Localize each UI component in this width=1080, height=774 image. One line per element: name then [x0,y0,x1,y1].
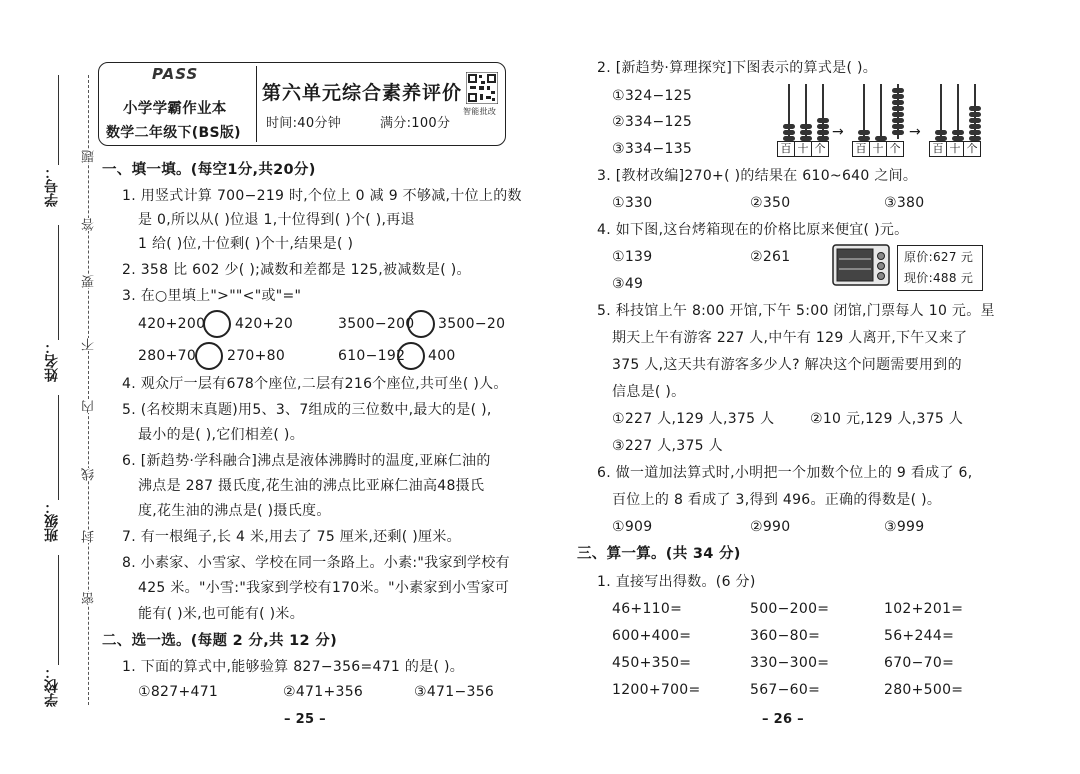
student-id-line [58,75,59,165]
calc-item: 56+244= [884,628,955,644]
r-q5-line-2: 期天上午有游客 227 人,中午有 129 人离开,下午又来了 [612,330,968,346]
option: ②471+356 [283,684,364,700]
calc-item: 1200+700= [612,682,701,698]
oven-icon [832,244,890,288]
calc-item: 500−200= [750,601,830,617]
q1-line-2: 是 0,所以从( )位退 1,十位得到( )个( ),再退 [138,212,415,228]
option: ①909 [612,519,653,535]
option: ②10 元,129 人,375 人 [810,411,964,427]
bead [969,112,981,117]
bead [858,130,870,135]
compare-right: 270+80 [227,348,286,364]
compare-circle[interactable] [407,310,435,338]
option: ①227 人,129 人,375 人 [612,411,775,427]
r-q6-line-2: 百位上的 8 看成了 3,得到 496。正确的得数是( )。 [612,492,942,508]
abacus-rod [880,84,882,139]
q7-text: 7. 有一根绳子,长 4 米,用去了 75 厘米,还剩( )厘米。 [122,529,461,545]
bead [800,130,812,135]
q5-line-2: 最小的是( ),它们相差( )。 [138,427,304,443]
compare-left: 3500−200 [338,316,415,332]
option: ②261 [750,249,791,265]
option: ①827+471 [138,684,219,700]
name-label: 姓名： [44,340,60,382]
option: ②350 [750,195,791,211]
compare-circle[interactable] [397,342,425,370]
cut-char: 题 [82,150,97,163]
qr-code-icon [466,72,498,104]
bead [952,130,964,135]
calc-item: 360−80= [750,628,821,644]
bead [817,130,829,135]
bead [892,124,904,129]
bead [892,118,904,123]
school-line [58,555,59,665]
page-title: 第六单元综合素养评价 [262,82,463,104]
bead [817,124,829,129]
header-divider [256,66,257,142]
place-label: 个 [811,141,829,157]
calc-item: 330−300= [750,655,830,671]
current-price: 现价:488 元 [904,271,974,285]
calc-item: 567−60= [750,682,821,698]
bead [892,130,904,135]
bead [892,94,904,99]
page-number-left: – 25 – [284,712,326,727]
bead [969,130,981,135]
q8-line-1: 8. 小素家、小雪家、学校在同一条路上。小素:"我家到学校有 [122,555,510,571]
option: ③227 人,375 人 [612,438,723,454]
q5-line-1: 5. (名校期末真题)用5、3、7组成的三位数中,最大的是( ), [122,402,492,418]
compare-right: 3500−20 [438,316,506,332]
calc-item: 600+400= [612,628,692,644]
calc-item: 670−70= [884,655,955,671]
bead [969,124,981,129]
r-q5-line-1: 5. 科技馆上午 8:00 开馆,下午 5:00 闭馆,门票每人 10 元。星 [597,303,995,319]
r-q4-text: 4. 如下图,这台烤箱现在的价格比原来便宜( )元。 [597,222,909,238]
compare-left: 610−192 [338,348,406,364]
bead [892,106,904,111]
place-label: 百 [777,141,795,157]
section-3-title: 三、算一算。(共 34 分) [577,546,741,562]
bead [783,130,795,135]
bead [969,118,981,123]
s2-q1-text: 1. 下面的算式中,能够验算 827−356=471 的是( )。 [122,659,465,675]
place-label: 个 [963,141,981,157]
q2-text: 2. 358 比 602 少( );减数和差都是 125,被减数是( )。 [122,262,471,278]
q8-line-3: 能有( )米,也可能有( )米。 [138,606,304,622]
cut-char: 线 [82,468,97,481]
cut-char: 内 [82,400,97,413]
q1-line-1: 1. 用竖式计算 700−219 时,个位上 0 减 9 不够减,十位上的数 [122,188,522,204]
calc-item: 102+201= [884,601,964,617]
arrow-icon: → [909,124,921,140]
name-line [58,225,59,340]
cut-char: 封 [82,530,97,543]
compare-left: 280+70 [138,348,197,364]
time-label: 时间:40分钟 [266,116,342,131]
q8-line-2: 425 米。"小雪:"我家到学校有170米。"小素家到小雪家可 [138,580,510,596]
option: ②990 [750,519,791,535]
option: ①139 [612,249,653,265]
grade-label: 数学二年级下(BS版) [106,125,241,141]
compare-left: 420+200 [138,316,206,332]
option: ②334−125 [612,114,693,130]
arrow-icon: → [832,124,844,140]
bead [969,106,981,111]
r-q2-text: 2. [新趋势·算理探究]下图表示的算式是( )。 [597,60,878,76]
r-q3-text: 3. [教材改编]270+( )的结果在 610~640 之间。 [597,168,918,184]
q1-line-3: 1 给( )位,十位剩( )个十,结果是( ) [138,236,354,252]
option: ①324−125 [612,88,693,104]
q3-text: 3. 在○里填上">""<"或"=" [122,288,302,304]
pass-logo: PASS [152,65,199,83]
cut-char: 不 [82,338,97,351]
option: ③380 [884,195,925,211]
place-label: 十 [946,141,964,157]
place-label: 个 [886,141,904,157]
cut-char: 答 [82,218,97,231]
bead [783,124,795,129]
place-label: 十 [869,141,887,157]
bead [892,88,904,93]
cut-char: 要 [82,275,97,288]
section-1-title: 一、填一填。(每空1分,共20分) [102,162,316,178]
r-q5-line-3: 375 人,这天共有游客多少人? 解决这个问题需要用到的 [612,357,962,373]
bead [935,130,947,135]
score-label: 满分:100分 [380,116,451,131]
compare-right: 400 [428,348,456,364]
compare-right: 420+20 [235,316,294,332]
option: ③334−135 [612,141,693,157]
compare-circle[interactable] [195,342,223,370]
calc-item: 46+110= [612,601,683,617]
class-label: 班级： [44,500,60,542]
abacus-diagram [775,80,995,160]
bead [817,118,829,123]
r-q5-line-4: 信息是( )。 [612,384,686,400]
cut-line [88,75,89,705]
option: ③49 [612,276,644,292]
place-label: 百 [852,141,870,157]
school-label: 学校： [44,665,60,707]
option: ③471−356 [414,684,495,700]
class-line [58,395,59,500]
compare-circle[interactable] [203,310,231,338]
place-label: 十 [794,141,812,157]
s3-q1-text: 1. 直接写出得数。(6 分) [597,574,756,590]
q6-line-1: 6. [新趋势·学科融合]沸点是液体沸腾时的温度,亚麻仁油的 [122,453,491,469]
calc-item: 280+500= [884,682,964,698]
calc-item: 450+350= [612,655,692,671]
cut-char: 密 [82,592,97,605]
option: ①330 [612,195,653,211]
q6-line-2: 沸点是 287 摄氏度,花生油的沸点比亚麻仁油高48摄氏 [138,478,485,494]
q4-text: 4. 观众厅一层有678个座位,二层有216个座位,共可坐( )人。 [122,376,508,392]
place-label: 百 [929,141,947,157]
bead [892,112,904,117]
qr-caption: 智能批改 [463,107,497,116]
bead [800,124,812,129]
q6-line-3: 度,花生油的沸点是( )摄氏度。 [138,503,331,519]
r-q6-line-1: 6. 做一道加法算式时,小明把一个加数个位上的 9 看成了 6, [597,465,973,481]
original-price: 原价:627 元 [904,250,974,264]
bead [892,100,904,105]
page-number-right: – 26 – [762,712,804,727]
option: ③999 [884,519,925,535]
section-2-title: 二、选一选。(每题 2 分,共 12 分) [102,633,338,649]
series-title: 小学学霸作业本 [123,101,227,117]
student-id-label: 学号： [44,165,60,207]
